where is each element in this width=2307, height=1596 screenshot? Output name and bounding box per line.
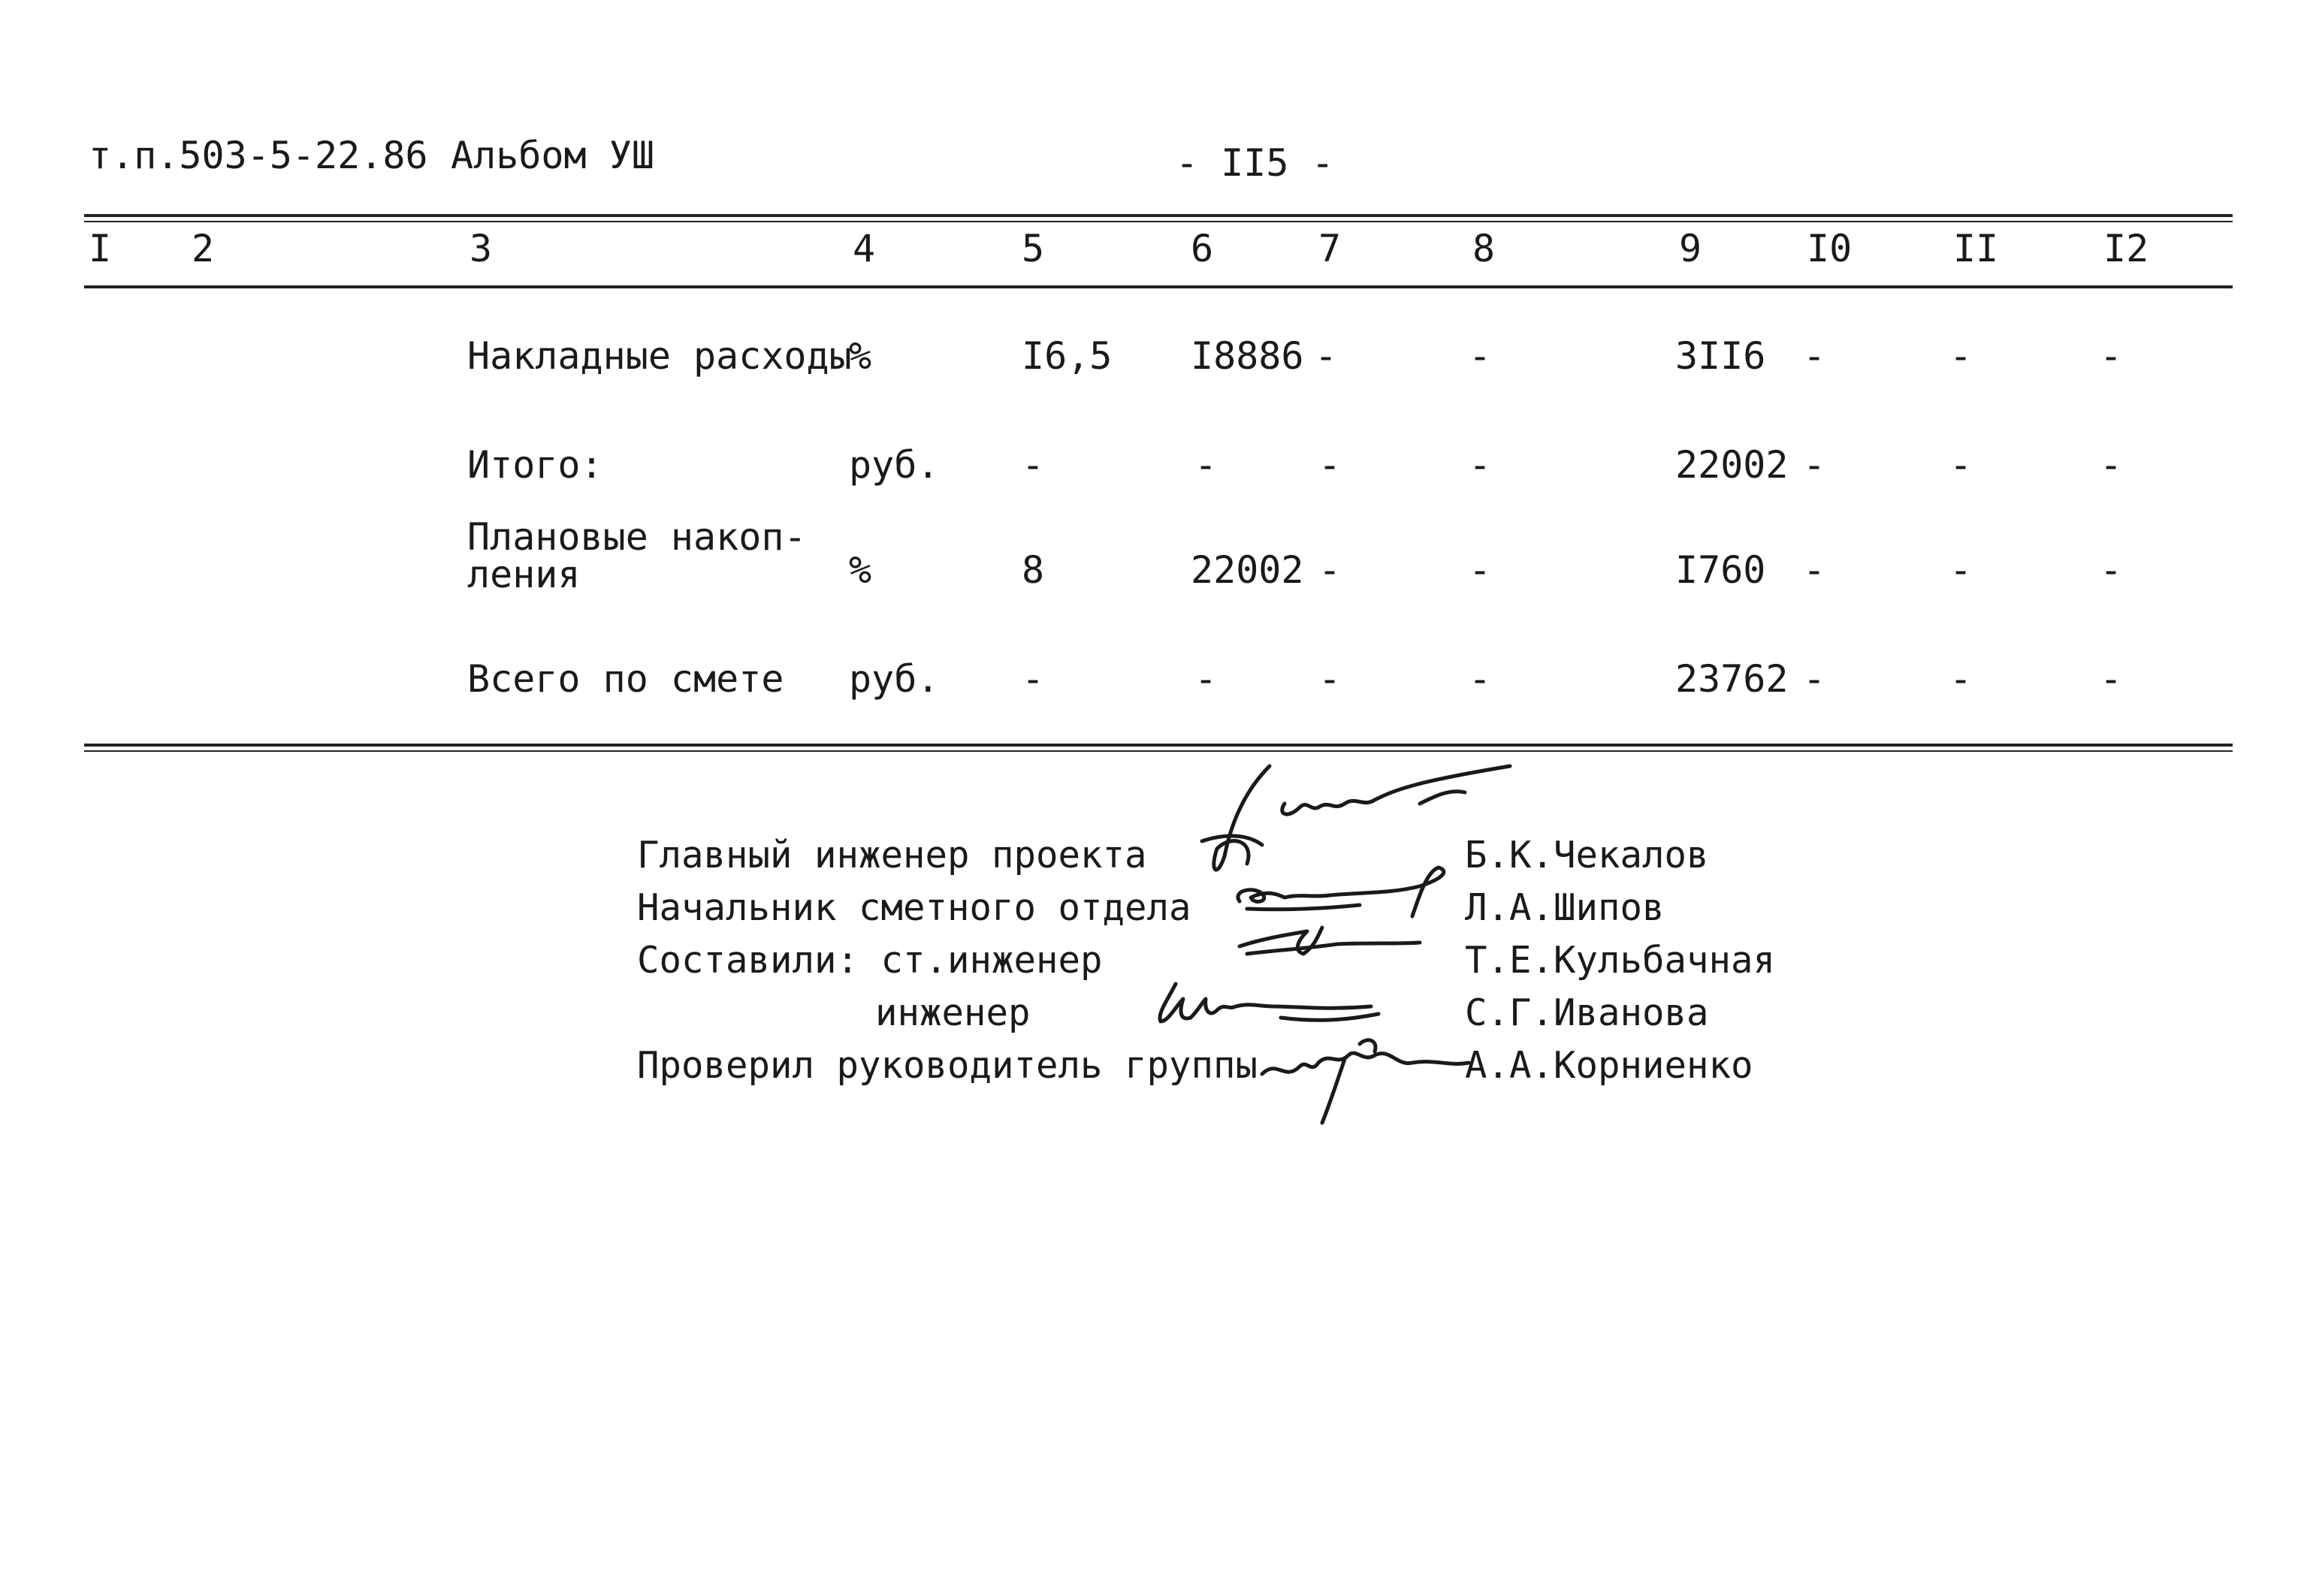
row-col9: 22002 xyxy=(1675,443,1789,487)
row-col5: 8 xyxy=(1022,548,1045,592)
table-bottom-rule xyxy=(84,744,2233,747)
row-col5: I6,5 xyxy=(1022,334,1113,378)
signature-role: Проверил руководитель группы xyxy=(637,1044,1258,1087)
row-col9: 3II6 xyxy=(1675,334,1766,378)
signature-name: Б.К.Чекалов xyxy=(1465,834,1709,876)
column-header-4: 4 xyxy=(853,227,876,270)
row-col7: - xyxy=(1318,548,1342,592)
album-label: Альбом УШ xyxy=(451,134,654,177)
row-col8: - xyxy=(1469,657,1492,701)
row-unit: % xyxy=(849,548,872,592)
row-col8: - xyxy=(1469,334,1492,378)
row-col8: - xyxy=(1469,443,1492,487)
signature-name: Т.Е.Кульбачная xyxy=(1465,939,1776,982)
row-col10: - xyxy=(1803,334,1826,378)
row-col8: - xyxy=(1469,548,1492,592)
row-col12: - xyxy=(2100,548,2123,592)
row-item-name: Накладные расходы xyxy=(467,334,852,378)
row-item-name: Итого: xyxy=(467,443,603,487)
signature-name: С.Г.Иванова xyxy=(1465,991,1709,1034)
row-unit: руб. xyxy=(849,657,940,701)
column-header-12: I2 xyxy=(2103,227,2149,270)
row-item-name-line2: ления xyxy=(467,553,581,596)
column-header-9: 9 xyxy=(1679,227,1702,270)
page-number: - II5 - xyxy=(1176,141,1334,185)
column-header-1: I xyxy=(89,227,112,270)
column-header-3: 3 xyxy=(470,227,493,270)
row-col5: - xyxy=(1022,657,1045,701)
row-col9: I760 xyxy=(1675,548,1766,592)
row-unit: % xyxy=(849,334,872,378)
column-header-8: 8 xyxy=(1472,227,1496,270)
row-col10: - xyxy=(1803,657,1826,701)
row-col11: - xyxy=(1949,443,1973,487)
signature-engineer-scribble xyxy=(1146,976,1386,1036)
row-col7: - xyxy=(1318,443,1342,487)
signature-senior-engineer-scribble xyxy=(1232,913,1427,965)
row-col7: - xyxy=(1318,657,1342,701)
row-col6: - xyxy=(1194,657,1218,701)
signature-role: Начальник сметного отдела xyxy=(637,886,1191,929)
column-header-2: 2 xyxy=(192,227,215,270)
column-header-11: II xyxy=(1953,227,1999,270)
column-header-6: 6 xyxy=(1191,227,1214,270)
signature-group-lead-scribble xyxy=(1255,1029,1472,1127)
header-bottom-rule xyxy=(84,285,2233,288)
row-item-name: Всего по смете xyxy=(467,657,784,701)
row-col10: - xyxy=(1803,443,1826,487)
signature-role: инженер xyxy=(875,991,1031,1034)
row-unit: руб. xyxy=(849,443,940,487)
row-col12: - xyxy=(2100,657,2123,701)
column-header-10: I0 xyxy=(1807,227,1853,270)
row-col6: - xyxy=(1194,443,1218,487)
row-col10: - xyxy=(1803,548,1826,592)
signature-role: Главный инженер проекта xyxy=(637,834,1147,876)
row-item-name-line1: Плановые накоп- xyxy=(467,515,807,559)
table-top-rule xyxy=(84,214,2233,217)
signature-role: Составили: ст.инженер xyxy=(637,939,1103,982)
row-col9: 23762 xyxy=(1675,657,1789,701)
row-col11: - xyxy=(1949,657,1973,701)
row-col11: - xyxy=(1949,334,1973,378)
row-col7: - xyxy=(1315,334,1338,378)
signature-name: А.А.Корниенко xyxy=(1465,1044,1753,1087)
column-header-7: 7 xyxy=(1318,227,1342,270)
signature-name: Л.А.Шипов xyxy=(1465,886,1665,929)
row-col12: - xyxy=(2100,334,2123,378)
row-col11: - xyxy=(1949,548,1973,592)
row-col6: I8886 xyxy=(1191,334,1304,378)
column-header-5: 5 xyxy=(1022,227,1045,270)
document-reference: т.п.503-5-22.86 xyxy=(89,134,428,177)
row-col12: - xyxy=(2100,443,2123,487)
row-col6: 22002 xyxy=(1191,548,1304,592)
table-bottom-rule-thin xyxy=(84,750,2233,752)
row-col5: - xyxy=(1022,443,1045,487)
table-top-rule-thin xyxy=(84,221,2233,222)
